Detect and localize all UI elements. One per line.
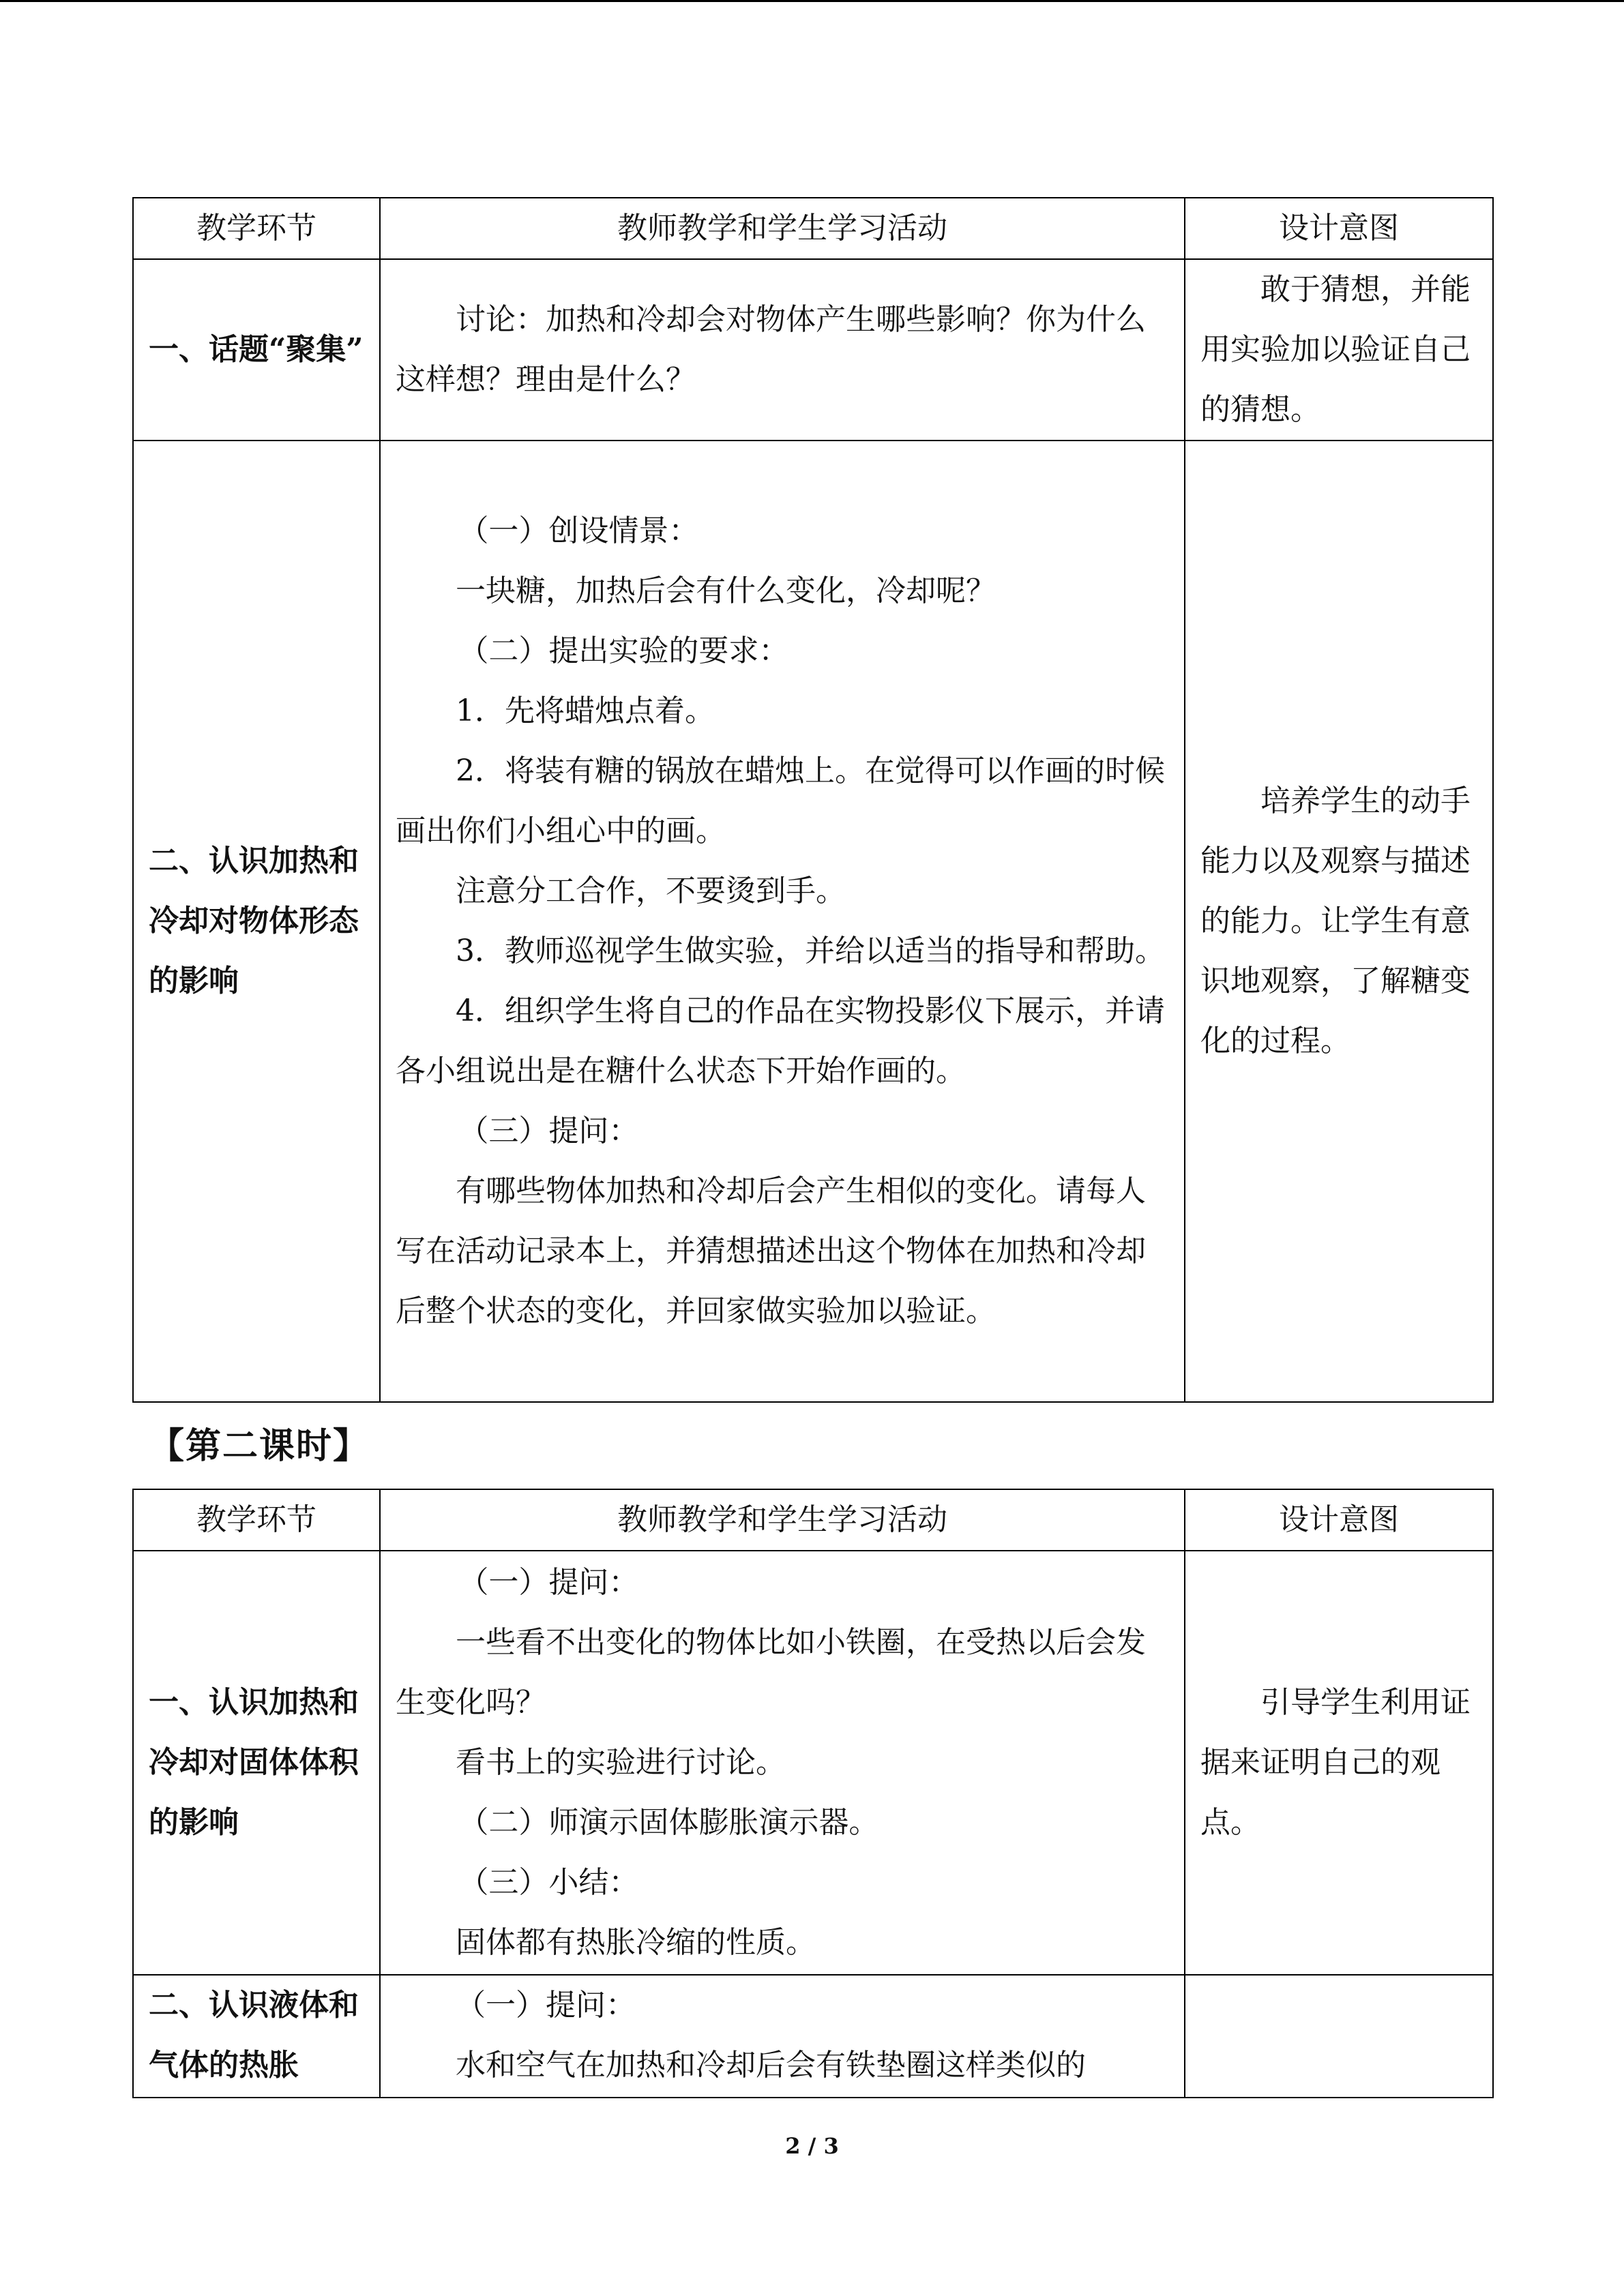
activity-line: 2．将装有糖的锅放在蜡烛上。在觉得可以作画的时候画出你们小组心中的画。	[396, 754, 1165, 848]
intent-cell	[1185, 1975, 1493, 2098]
activity-line: 讨论：加热和冷却会对物体产生哪些影响？你为什么这样想？理由是什么？	[396, 302, 1146, 397]
page-number: 2 / 3	[785, 2133, 839, 2159]
header-stage: 教学环节	[133, 1489, 380, 1551]
header-stage: 教学环节	[133, 198, 380, 259]
activity-line: 一些看不出变化的物体比如小铁圈，在受热以后会发生变化吗？	[396, 1625, 1146, 1720]
table-row	[133, 1551, 1493, 1975]
section-title: 【第二课时】	[149, 1425, 370, 1467]
activity-line: 看书上的实验进行讨论。	[456, 1745, 786, 1780]
intent-cell	[1185, 441, 1493, 1402]
table-row	[133, 1975, 1493, 2098]
header-intent: 设计意图	[1185, 1489, 1493, 1551]
stage-cell: 二、认识液体和气体的热胀	[133, 1975, 380, 2098]
activity-cell	[380, 259, 1185, 441]
top-border-line	[0, 0, 1624, 2]
stage-cell: 二、认识加热和冷却对物体形态的影响	[133, 441, 380, 1402]
activity-line: （三）小结：	[458, 1865, 639, 1900]
intent-text: 引导学生利用证据来证明自己的观点。	[1200, 1685, 1471, 1840]
activity-line: （一）提问：	[458, 1565, 639, 1600]
activity-line: （一）提问：	[456, 1988, 636, 2023]
stage-cell: 一、认识加热和冷却对固体体积的影响	[133, 1551, 380, 1975]
activity-line: 1．先将蜡烛点着。	[456, 694, 715, 728]
activity-cell	[380, 1551, 1185, 1975]
stage-cell: 一、话题“聚集”	[133, 259, 380, 441]
activity-line: 水和空气在加热和冷却后会有铁垫圈这样类似的	[456, 2048, 1086, 2083]
activity-cell	[380, 1975, 1185, 2098]
intent-text: 培养学生的动手能力以及观察与描述的能力。让学生有意识地观察，了解糖变化的过程。	[1200, 784, 1471, 1058]
activity-line: 4．组织学生将自己的作品在实物投影仪下展示，并请各小组说出是在糖什么状态下开始作画的。	[396, 994, 1165, 1088]
activity-line: （二）提出实验的要求：	[458, 633, 789, 668]
activity-line: 固体都有热胀冷缩的性质。	[456, 1925, 816, 1960]
table-header-row	[133, 198, 1493, 259]
activity-line: 注意分工合作，不要烫到手。	[456, 874, 846, 908]
header-activities: 教师教学和学生学习活动	[380, 1489, 1185, 1551]
table-row	[133, 441, 1493, 1402]
intent-text: 敢于猜想，并能用实验加以验证自己的猜想。	[1200, 272, 1471, 427]
header-activities: 教师教学和学生学习活动	[380, 198, 1185, 259]
table-row	[133, 259, 1493, 441]
activity-line: （二）师演示固体膨胀演示器。	[458, 1805, 879, 1840]
lesson-plan-table-2	[132, 1489, 1494, 2098]
activity-line: （三）提问：	[458, 1114, 639, 1148]
header-intent: 设计意图	[1185, 198, 1493, 259]
activity-line: 一块糖，加热后会有什么变化，冷却呢？	[456, 573, 996, 608]
activity-line: （一）创设情景：	[458, 513, 699, 548]
activity-line: 有哪些物体加热和冷却后会产生相似的变化。请每人写在活动记录本上，并猜想描述出这个物体在加热和冷却后整个状态的变化，并回家做实验加以验证。	[396, 1174, 1146, 1328]
activity-cell	[380, 441, 1185, 1402]
table-header-row	[133, 1489, 1493, 1551]
intent-cell	[1185, 259, 1493, 441]
activity-line: 3．教师巡视学生做实验，并给以适当的指导和帮助。	[456, 934, 1165, 968]
lesson-plan-table-1	[132, 197, 1494, 1403]
intent-cell	[1185, 1551, 1493, 1975]
